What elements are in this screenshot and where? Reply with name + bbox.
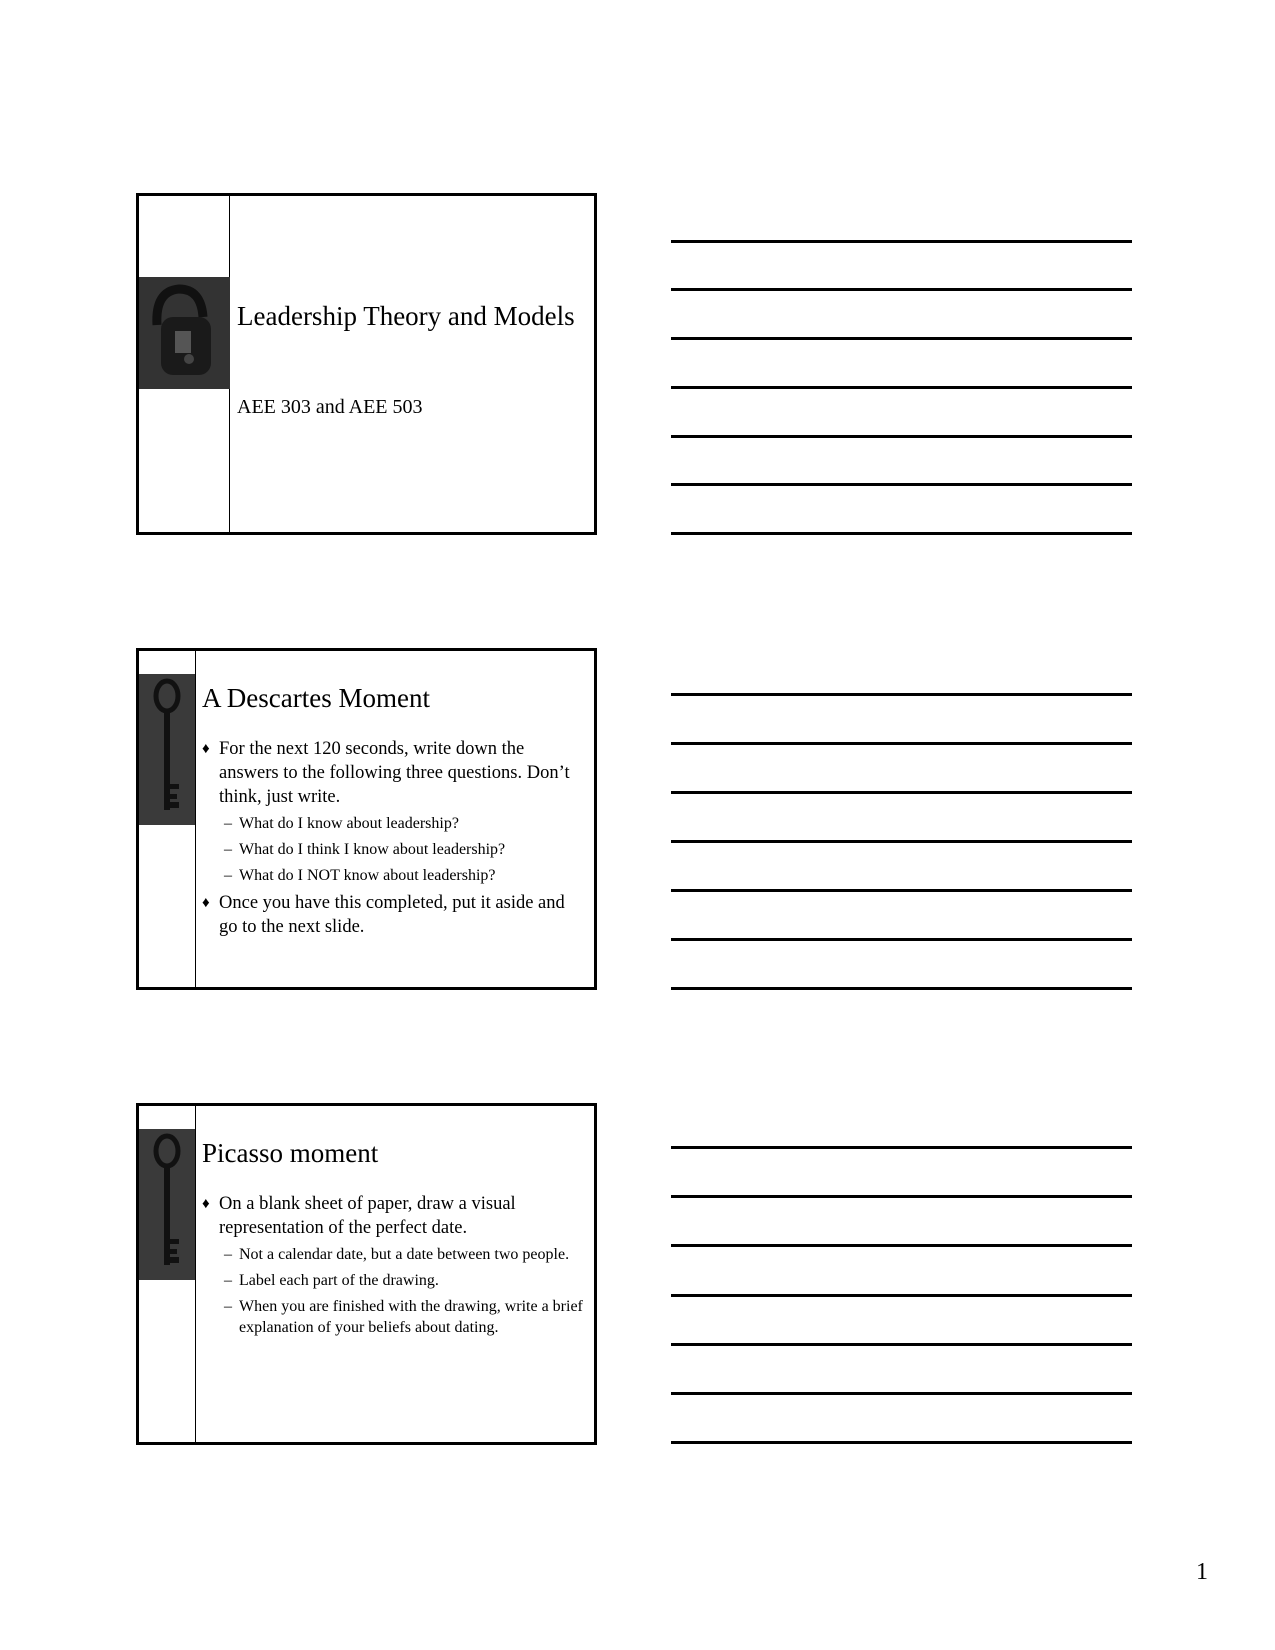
sub-bullet-dash: – bbox=[224, 867, 232, 884]
note-line bbox=[671, 840, 1132, 843]
bullet-item: ♦ On a blank sheet of paper, draw a visual representation of the perfect date. bbox=[202, 1192, 587, 1240]
note-line bbox=[671, 337, 1132, 340]
note-line bbox=[671, 288, 1132, 291]
slide-title: Picasso moment bbox=[202, 1138, 379, 1168]
sub-bullet-text: Not a calendar date, but a date between two people. bbox=[239, 1246, 570, 1263]
note-line bbox=[671, 483, 1132, 486]
sub-bullet-item bbox=[202, 865, 587, 886]
sub-bullet-item bbox=[202, 813, 587, 834]
sub-bullet-text: When you are finished with the drawing, write a brief explanation of your beliefs about dating. bbox=[239, 1298, 583, 1336]
note-line bbox=[671, 1146, 1132, 1149]
note-line bbox=[671, 791, 1132, 794]
note-line bbox=[671, 889, 1132, 892]
note-line bbox=[671, 693, 1132, 696]
sub-bullet-item bbox=[202, 1244, 587, 1265]
slide-divider-line bbox=[195, 1106, 196, 1442]
sub-bullet-text: What do I NOT know about leadership? bbox=[239, 867, 496, 884]
note-line bbox=[671, 386, 1132, 389]
note-line bbox=[671, 938, 1132, 941]
sub-bullet-dash: – bbox=[224, 1246, 232, 1263]
page-number: 1 bbox=[1196, 1559, 1208, 1585]
slide-3 bbox=[136, 1103, 597, 1445]
slide-divider-line bbox=[195, 651, 196, 987]
note-line bbox=[671, 240, 1132, 243]
sub-bullet-dash: – bbox=[224, 1298, 232, 1315]
sub-bullet-item bbox=[202, 1296, 587, 1338]
padlock-image bbox=[139, 277, 230, 389]
note-line bbox=[671, 1392, 1132, 1395]
sub-bullet-text: What do I think I know about leadership? bbox=[239, 841, 506, 858]
note-line bbox=[671, 1343, 1132, 1346]
sub-bullet-item bbox=[202, 1270, 587, 1291]
note-line bbox=[671, 435, 1132, 438]
slide-2 bbox=[136, 648, 597, 990]
note-line bbox=[671, 532, 1132, 535]
sub-bullet-text: What do I know about leadership? bbox=[239, 815, 459, 832]
bullet-list bbox=[202, 737, 587, 943]
bullet-list bbox=[202, 1192, 587, 1343]
sub-bullet-dash: – bbox=[224, 841, 232, 858]
slide-title: A Descartes Moment bbox=[202, 683, 430, 713]
bullet-item: ♦ Once you have this completed, put it aside and go to the next slide. bbox=[202, 891, 587, 939]
note-line bbox=[671, 1244, 1132, 1247]
sub-bullet-item bbox=[202, 839, 587, 860]
slide-subtitle: AEE 303 and AEE 503 bbox=[237, 396, 423, 418]
note-line bbox=[671, 1294, 1132, 1297]
sub-bullet-dash: – bbox=[224, 815, 232, 832]
sub-bullet-dash: – bbox=[224, 1272, 232, 1289]
bullet-item: ♦ For the next 120 seconds, write down the answers to the following three questions. Don’t think, just write. bbox=[202, 737, 587, 809]
sub-bullet-text: Label each part of the drawing. bbox=[239, 1272, 439, 1289]
slide-title: Leadership Theory and Models bbox=[237, 301, 575, 331]
slide-1 bbox=[136, 193, 597, 535]
key-image bbox=[139, 1129, 195, 1280]
note-line bbox=[671, 1441, 1132, 1444]
note-line bbox=[671, 1195, 1132, 1198]
note-line bbox=[671, 742, 1132, 745]
note-line bbox=[671, 987, 1132, 990]
key-image bbox=[139, 674, 195, 825]
